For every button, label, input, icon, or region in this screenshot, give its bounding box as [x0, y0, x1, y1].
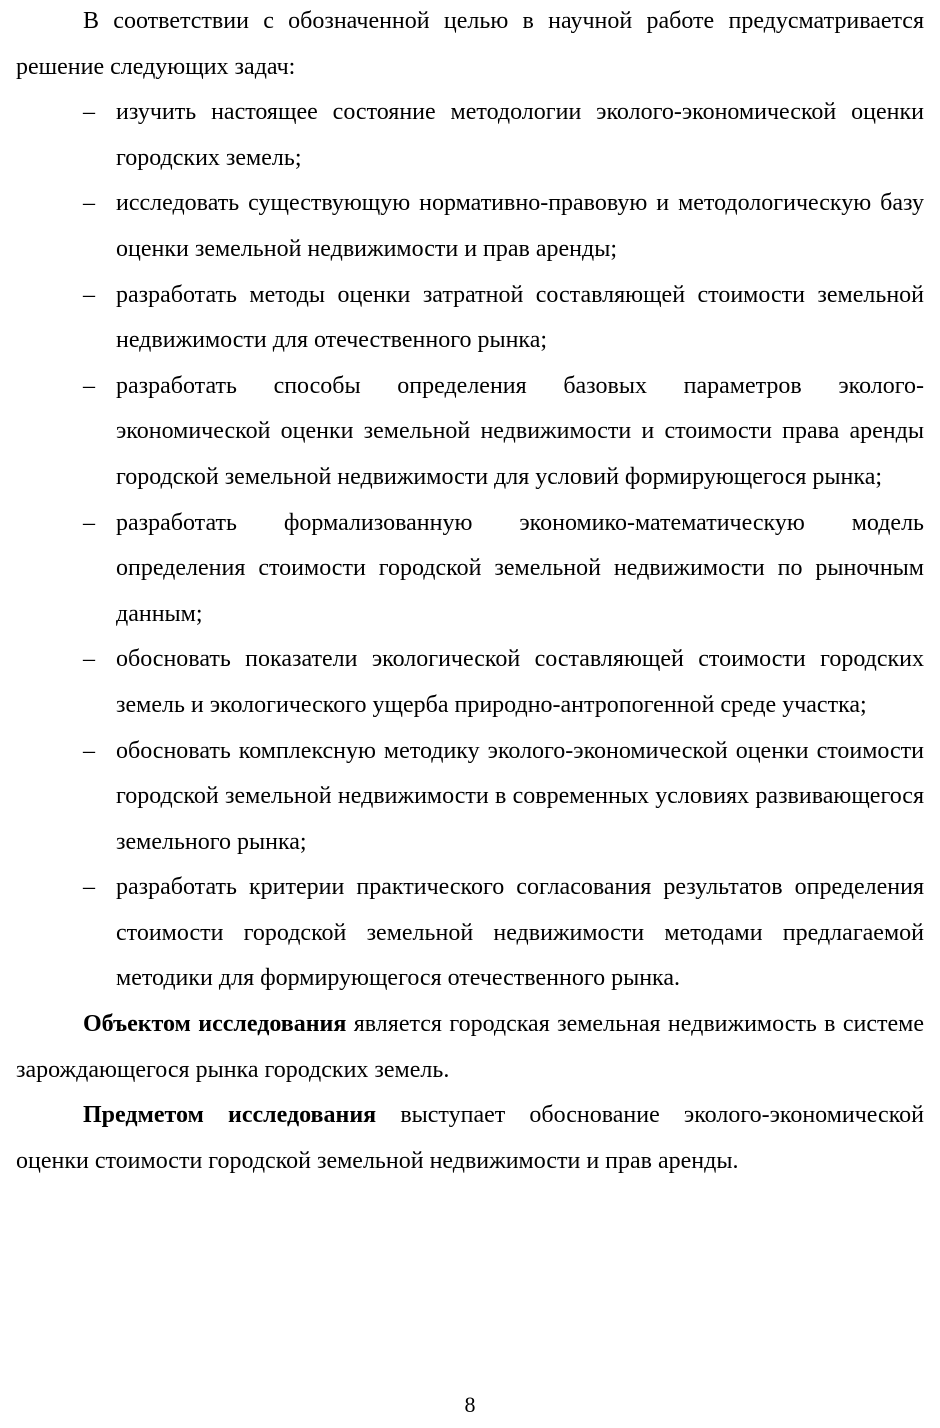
task-text: изучить настоящее состояние методологии эколого-экономической оценки городских земель; [116, 99, 924, 171]
list-marker: – [83, 646, 95, 673]
list-item [16, 90, 924, 181]
task-text: обосновать показатели экологической составляющей стоимости городских земель и экологического ущерба природно-антропогенной среде участка; [116, 646, 924, 718]
list-item [16, 273, 924, 364]
task-text: исследовать существующую нормативно-правовую и методологическую базу оценки земельной недвижимости и прав аренды; [116, 190, 924, 262]
task-text: разработать формализованную экономико-математическую модель определения стоимости городской земельной недвижимости по рыночным данным; [116, 509, 924, 627]
list-item [16, 364, 924, 501]
list-marker: – [83, 190, 95, 217]
list-marker: – [83, 372, 95, 399]
list-marker: – [83, 99, 95, 126]
object-text: является городская земельная недвижимость в системе зарождающегося рынка городских земель. [16, 1011, 925, 1083]
list-item [16, 637, 924, 728]
task-text: обосновать комплексную методику эколого-экономической оценки стоимости городской земельной недвижимости в современных условиях развивающегося земельного рынка; [116, 737, 924, 855]
list-marker: – [83, 737, 95, 764]
list-item [16, 865, 924, 1002]
subject-paragraph [16, 1093, 924, 1184]
list-marker: – [83, 281, 95, 308]
tasks-list [16, 90, 924, 1002]
list-item [16, 501, 924, 638]
object-paragraph [16, 1002, 924, 1093]
list-marker: – [83, 874, 95, 901]
task-text: разработать методы оценки затратной составляющей стоимости земельной недвижимости для отечественного рынка; [116, 281, 924, 354]
task-text: разработать способы определения базовых параметров эколого-экономической оценки земельной недвижимости и стоимости права аренды городской земельной недвижимости для условий формирующегося рынка; [116, 372, 924, 490]
task-text: разработать критерии практического согласования результатов определения стоимости городской земельной недвижимости методами предлагаемой методики для формирующегося отечественного рынка. [116, 874, 924, 992]
list-item [16, 729, 924, 866]
subject-text: выступает обоснование эколого-экономической оценки стоимости городской земельной недвижимости и прав аренды. [16, 1102, 924, 1174]
subject-lead: Предметом исследования [83, 1102, 377, 1129]
page-number: 8 [464, 1392, 476, 1417]
object-lead: Объектом исследования [83, 1011, 347, 1038]
document-page [16, 0, 924, 1428]
list-item [16, 181, 924, 272]
list-marker: – [83, 509, 95, 536]
intro-paragraph: В соответствии с обозначенной целью в научной работе предусматривается решение следующих задач: [16, 8, 924, 80]
